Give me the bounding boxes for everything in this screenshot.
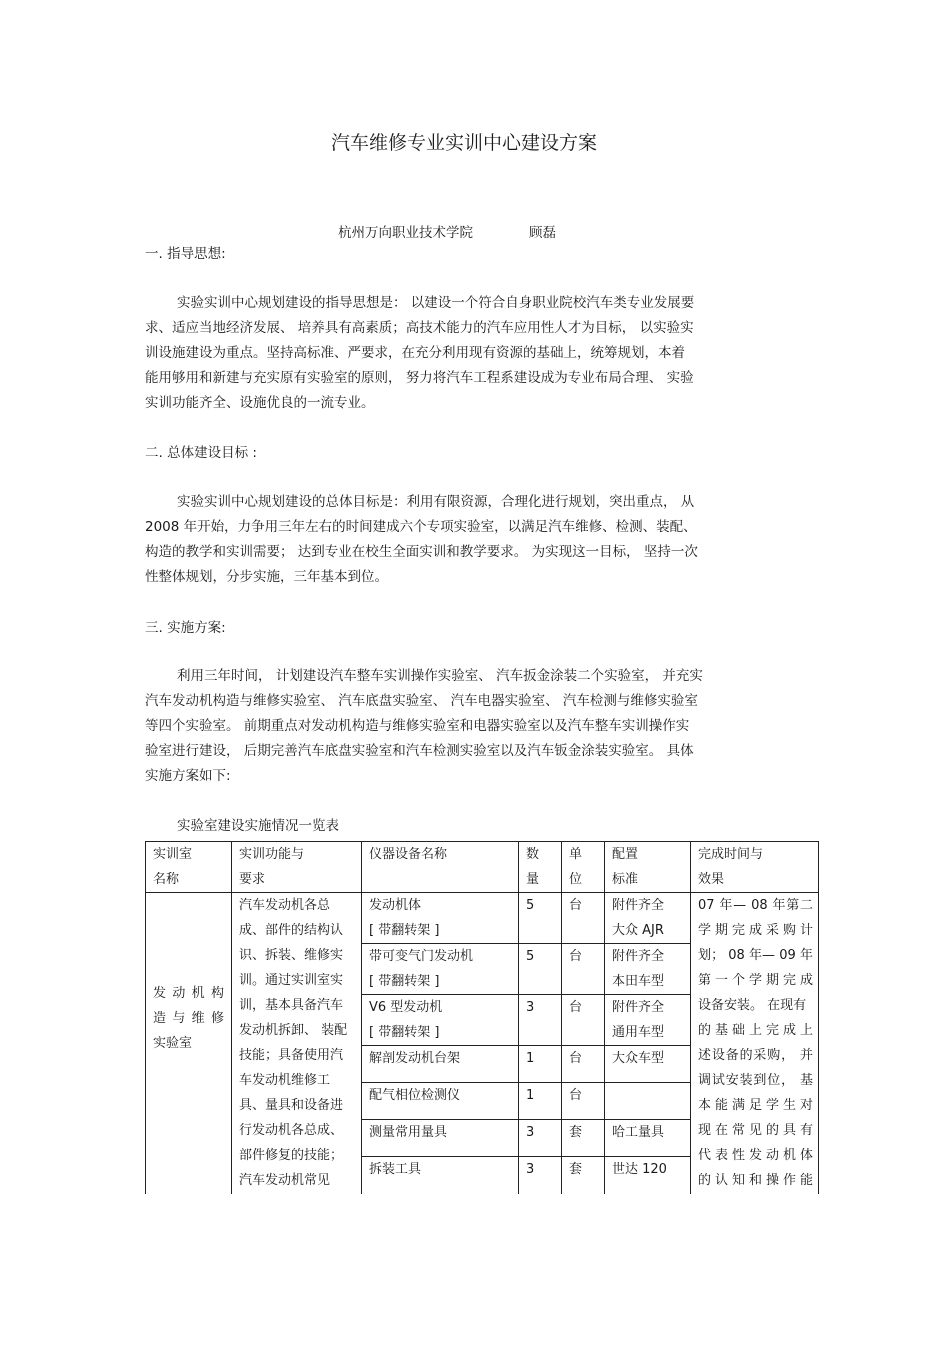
paragraph-line: 利用三年时间， 计划建设汽车整车实训操作实验室、 汽车扳金涂装二个实验室， 并充实 [177, 668, 703, 684]
author-school: 杭州万向职业技术学院 [338, 225, 473, 241]
equipment-standard: 附件齐全 大众 AJR [605, 893, 691, 944]
equipment-unit: 套 [562, 1157, 605, 1194]
equipment-qty: 3 [519, 1120, 562, 1157]
lab-table [145, 841, 819, 1194]
section-heading: 一. 指导思想: [145, 246, 226, 262]
equipment-standard [605, 1083, 691, 1120]
equipment-name: 带可变气门发动机 [ 带翻转架 ] [362, 944, 519, 995]
header-cell: 实训功能与 要求 [232, 842, 362, 893]
equipment-name: 配气相位检测仪 [362, 1083, 519, 1120]
header-cell: 单 位 [562, 842, 605, 893]
table-row [146, 893, 819, 944]
equipment-qty: 3 [519, 1157, 562, 1194]
equipment-name: V6 型发动机 [ 带翻转架 ] [362, 995, 519, 1046]
equipment-name: 测量常用量具 [362, 1120, 519, 1157]
paragraph-line: 求、适应当地经济发展、 培养具有高素质；高技术能力的汽车应用性人才为目标， 以实验实 [145, 320, 694, 336]
equipment-qty: 3 [519, 995, 562, 1046]
author-name: 顾磊 [529, 225, 556, 241]
function-cell: 汽车发动机各总 成、部件的结构认 识、拆装、维修实 训。通过实训室实 训，基本具备汽车 发动机拆卸、 装配 技能；具备使用汽 车发动机维修工 具、量具和设备进 行发动机各总成、 部件修复的技能； 汽车发动机常见 [232, 893, 362, 1194]
equipment-unit: 套 [562, 1120, 605, 1157]
equipment-unit: 台 [562, 893, 605, 944]
equipment-standard: 附件齐全 本田车型 [605, 944, 691, 995]
equipment-unit: 台 [562, 1046, 605, 1083]
section-heading: 二. 总体建设目标 : [145, 445, 257, 461]
paragraph-line: 实验实训中心规划建设的指导思想是： 以建设一个符合自身职业院校汽车类专业发展要 [177, 295, 695, 311]
effect-cell: 07 年— 08 年第二 学期完成采购计 划； 08 年— 09 年 第一个学期完成 设备安装。 在现有 的基础上完成上 述设备的采购， 并 调试安装到位， 基 本能满足学生对 现在常见的具有 代表性发动机体 的认知和操作能 [691, 893, 819, 1194]
equipment-standard: 哈工量具 [605, 1120, 691, 1157]
paragraph-line: 构造的教学和实训需要； 达到专业在校生全面实训和教学要求。 为实现这一目标， 坚持一次 [145, 544, 698, 560]
paragraph-line: 性整体规划，分步实施，三年基本到位。 [145, 569, 388, 585]
header-cell: 仪器设备名称 [362, 842, 519, 893]
paragraph-line: 能用够用和新建与充实原有实验室的原则， 努力将汽车工程系建设成为专业布局合理、 实验 [145, 370, 694, 386]
paragraph-line: 实施方案如下: [145, 768, 231, 784]
header-cell: 完成时间与 效果 [691, 842, 819, 893]
paragraph-line: 2008 年开始，力争用三年左右的时间建成六个专项实验室，以满足汽车维修、检测、装配、 [145, 519, 697, 535]
paragraph-line: 验室进行建设， 后期完善汽车底盘实验室和汽车检测实验室以及汽车钣金涂装实验室。 具体 [145, 743, 694, 759]
equipment-qty: 1 [519, 1046, 562, 1083]
paragraph-line: 实验实训中心规划建设的总体目标是：利用有限资源，合理化进行规划，突出重点， 从 [177, 494, 695, 510]
table-caption: 实验室建设实施情况一览表 [177, 818, 339, 834]
equipment-unit: 台 [562, 944, 605, 995]
header-cell: 数 量 [519, 842, 562, 893]
page-title: 汽车维修专业实训中心建设方案 [330, 132, 597, 154]
equipment-name: 发动机体 [ 带翻转架 ] [362, 893, 519, 944]
equipment-name: 拆装工具 [362, 1157, 519, 1194]
paragraph-line: 训设施建设为重点。坚持高标准、严要求，在充分利用现有资源的基础上，统筹规划，本着 [145, 345, 685, 361]
equipment-name: 解剖发动机台架 [362, 1046, 519, 1083]
equipment-standard: 大众车型 [605, 1046, 691, 1083]
equipment-qty: 5 [519, 944, 562, 995]
equipment-standard: 附件齐全 通用车型 [605, 995, 691, 1046]
paragraph-line: 实训功能齐全、设施优良的一流专业。 [145, 395, 375, 411]
equipment-unit: 台 [562, 995, 605, 1046]
section-heading: 三. 实施方案: [145, 620, 226, 636]
equipment-qty: 5 [519, 893, 562, 944]
equipment-standard: 世达 120 [605, 1157, 691, 1194]
header-cell: 实训室 名称 [146, 842, 232, 893]
header-cell: 配置 标准 [605, 842, 691, 893]
lab-name-cell: 发 动 机 构 造 与 维 修 实验室 [146, 893, 232, 1194]
paragraph-line: 等四个实验室。 前期重点对发动机构造与维修实验室和电器实验室以及汽车整车实训操作实 [145, 718, 690, 734]
equipment-unit: 台 [562, 1083, 605, 1120]
table-header-row [146, 842, 819, 893]
paragraph-line: 汽车发动机构造与维修实验室、 汽车底盘实验室、 汽车电器实验室、 汽车检测与维修实验室 [145, 693, 698, 709]
equipment-qty: 1 [519, 1083, 562, 1120]
